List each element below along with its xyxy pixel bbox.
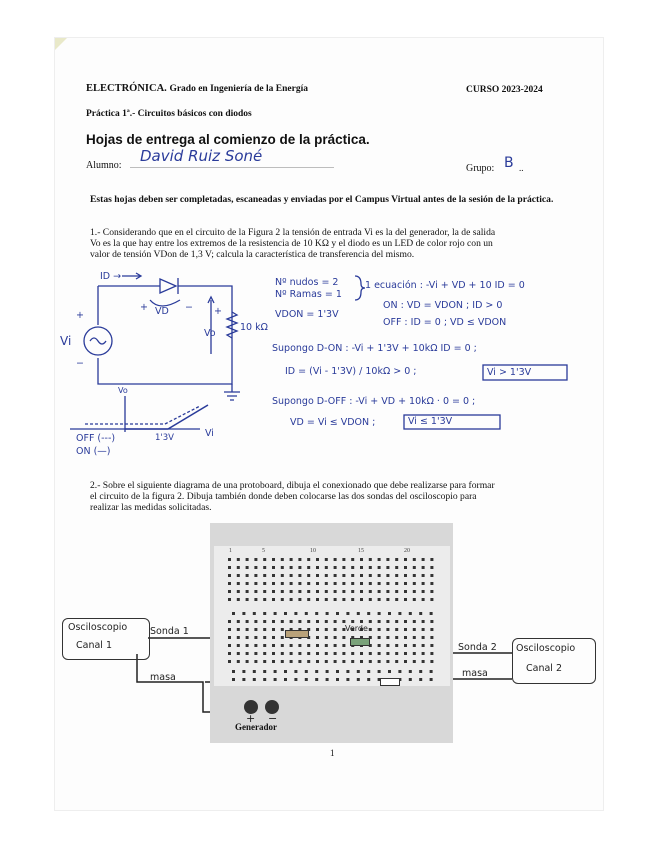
hw-id-label: ID → — [100, 271, 122, 282]
alumno-dots: ...................................................................................................... — [130, 161, 334, 170]
graph-13-label: 1'3V — [155, 433, 174, 443]
alumno-label: Alumno: — [86, 160, 122, 171]
hw-vd-label: VD — [155, 306, 169, 317]
hw-minus1: − — [76, 358, 84, 369]
osc2-line1: Osciloscopio — [516, 643, 576, 654]
grupo-dots: .. — [519, 163, 524, 173]
hw-vo-label: Vo — [204, 328, 216, 339]
hw-sup-on: Supongo D-ON : -Vi + 1'3V + 10kΩ ID = 0 ; — [272, 343, 477, 354]
row-number-15: 15 — [358, 548, 364, 554]
page-title: Hojas de entrega al comienzo de la práctica. — [86, 132, 370, 147]
masa2-label: masa — [462, 668, 488, 679]
osc2-line2: Canal 2 — [526, 663, 563, 674]
hw-nudos: Nº nudos = 2 — [275, 277, 339, 288]
graph-off-legend: OFF (---) — [76, 433, 116, 444]
hw-res-label: 10 kΩ — [240, 322, 268, 333]
graph-vo-label: Vo — [118, 386, 128, 395]
q2-line1: 2.- Sobre el siguiente diagrama de una protoboard, dibuja el conexionado que debe realizarse para formar — [90, 480, 495, 491]
graph-vi-label: Vi — [205, 428, 214, 439]
hw-plus3: + — [214, 306, 222, 317]
row-number-20: 20 — [404, 548, 410, 554]
hw-on: ON : VD = VDON ; ID > 0 — [383, 300, 503, 311]
hw-id-box: Vi > 1'3V — [487, 367, 532, 378]
hw-off: OFF : ID = 0 ; VD ≤ VDON — [383, 317, 507, 328]
row-number-5: 5 — [262, 548, 265, 554]
hw-ramas: Nº Ramas = 1 — [275, 289, 342, 300]
row-number-10: 10 — [310, 548, 316, 554]
row-number-1: 1 — [229, 548, 232, 554]
grupo-value: B — [504, 155, 514, 171]
sonda1-label: Sonda 1 — [150, 626, 189, 637]
q2-line3: realizar las medidas solicitadas. — [90, 502, 212, 513]
grupo-label: Grupo: — [466, 163, 495, 174]
masa1-label: masa — [150, 672, 176, 683]
course-name: ELECTRÓNICA. — [86, 83, 167, 94]
hw-plus1: + — [76, 310, 84, 321]
hw-vd-eq: VD = Vi ≤ VDON ; — [290, 417, 376, 428]
osc1-line2: Canal 1 — [76, 640, 113, 651]
graph-on-legend: ON (—) — [76, 446, 111, 457]
practice-title: Práctica 1ª.- Circuitos básicos con diodos — [86, 109, 252, 119]
hw-vd-box: Vi ≤ 1'3V — [408, 416, 453, 427]
hw-ecuacion: 1 ecuación : -Vi + VD + 10 ID = 0 — [365, 280, 525, 291]
hw-id-eq: ID = (Vi - 1'3V) / 10kΩ > 0 ; — [285, 366, 417, 377]
q1-line3: valor de tensión VDon de 1,3 V; calcula la característica de transferencia del mismo. — [90, 249, 415, 260]
degree-name: Grado en Ingeniería de la Energía — [169, 84, 308, 94]
hw-sup-off: Supongo D-OFF : -Vi + VD + 10kΩ · 0 = 0 ; — [272, 396, 476, 407]
hw-vdon: VDON = 1'3V — [275, 309, 339, 320]
hw-plus2: + — [140, 302, 148, 313]
q1-line1: 1.- Considerando que en el circuito de la Figura 2 la tensión de entrada Vi es la del generador, la de salida — [90, 227, 496, 238]
gen-minus-label: − — [268, 712, 278, 725]
sonda2-label: Sonda 2 — [458, 642, 497, 653]
led-label: Verde — [345, 624, 368, 633]
gen-plus-label: + — [246, 712, 256, 725]
course-year: CURSO 2023-2024 — [466, 85, 543, 95]
alumno-value: David Ruiz Soné — [140, 147, 263, 165]
hw-minus2: − — [185, 302, 193, 313]
led — [350, 638, 370, 646]
page-number: 1 — [330, 748, 335, 758]
generator-label: Generador — [235, 722, 277, 732]
osc1-line1: Osciloscopio — [68, 622, 128, 633]
hw-vi-label: Vi — [60, 334, 72, 348]
jumper-block — [380, 678, 400, 686]
resistor — [285, 630, 309, 638]
q2-line2: el circuito de la figura 2. Dibuja también donde deben colocarse las dos sondas del osciloscopio para — [90, 491, 477, 502]
instructions: Estas hojas deben ser completadas, escaneadas y enviadas por el Campus Virtual antes de la sesión de la práctica. — [90, 194, 554, 205]
q1-line2: Vo es la que hay entre los extremos de la resistencia de 10 KΩ y el diodo es un LED de color rojo con un — [90, 238, 493, 249]
